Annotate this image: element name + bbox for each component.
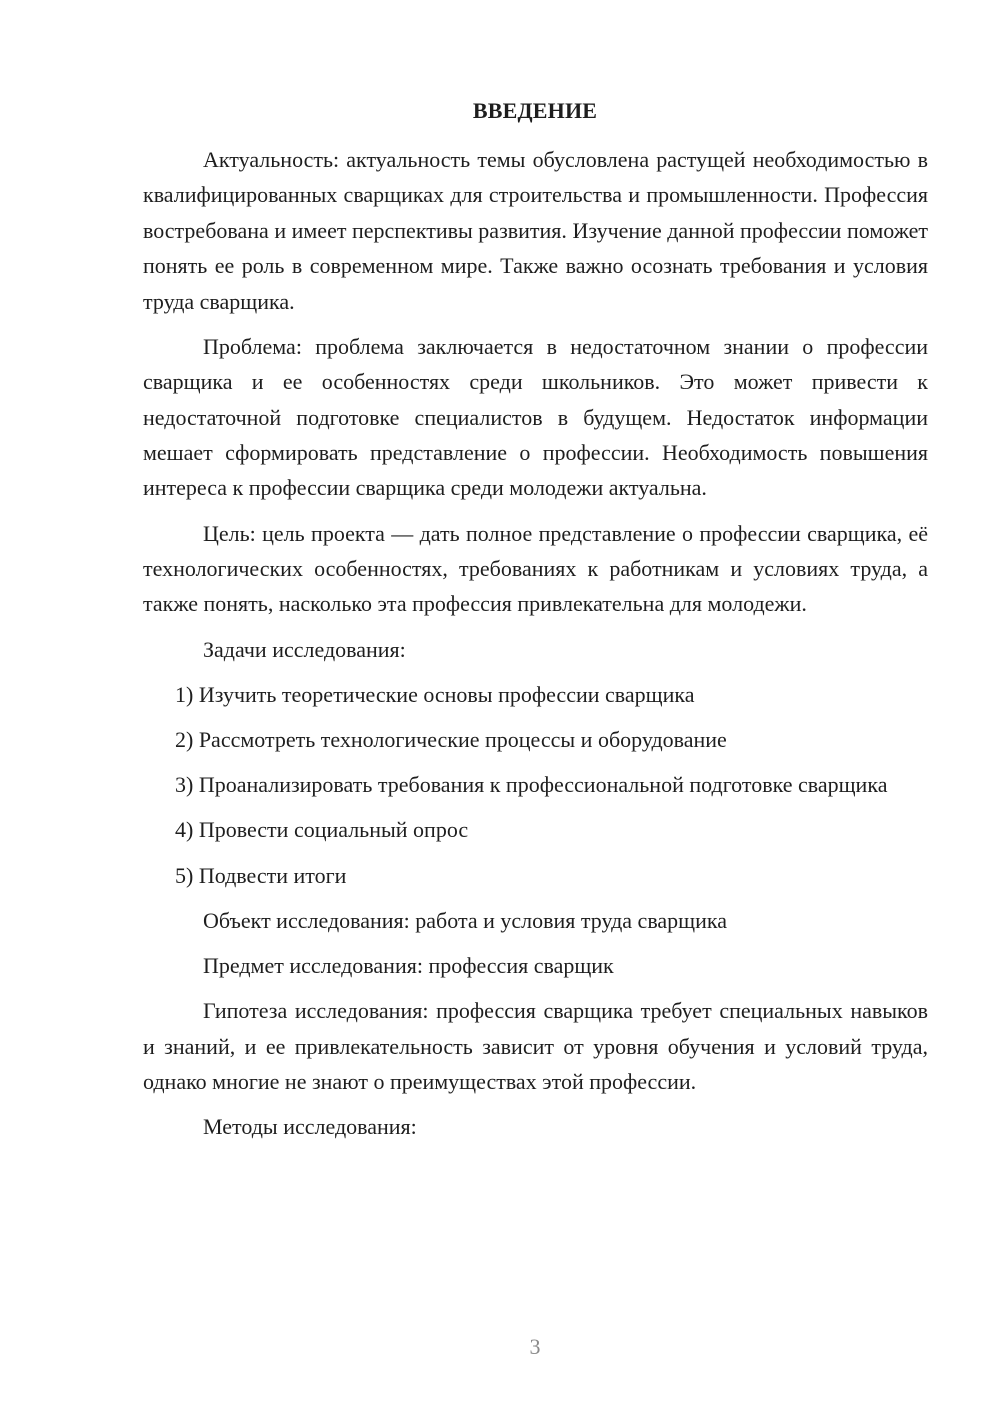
paragraph-problem: Проблема: проблема заключается в недостаточном знании о профессии сварщика и ее особенностях среди школьников. Это может привести к недостаточной подготовке специалистов в будущем. Недостаток информации мешает сформировать представление о профессии. Необходимость повышения интереса к профессии сварщика среди молодежи актуальна. <box>143 333 928 501</box>
paragraph-object: Объект исследования: работа и условия труда сварщика <box>203 907 728 933</box>
task-item: 5) Подвести итоги <box>175 862 347 888</box>
paragraph-hypothesis: Гипотеза исследования: профессия сварщика требует специальных навыков и знаний, и ее привлекательность зависит от уровня обучения и условий труда, однако многие не знают о преимуществах этой профессии. <box>143 998 928 1095</box>
document-body <box>143 142 928 1145</box>
paragraph-subject: Предмет исследования: профессия сварщик <box>203 953 614 979</box>
page-number: 3 <box>529 1334 541 1359</box>
task-item: 4) Провести социальный опрос <box>175 817 469 843</box>
paragraph-methods: Методы исследования: <box>203 1114 417 1140</box>
task-item: 3) Проанализировать требования к профессиональной подготовке сварщика <box>175 772 888 798</box>
task-item: 1) Изучить теоретические основы профессии сварщика <box>175 681 695 707</box>
page-title: ВВЕДЕНИЕ <box>472 98 598 123</box>
paragraph-goal: Цель: цель проекта — дать полное представление о профессии сварщика, её технологических особенностях, требованиях к работникам и условиях труда, а также понять, насколько эта профессия привлекательна для молодежи. <box>143 520 928 617</box>
paragraph-tasks-heading: Задачи исследования: <box>203 636 406 662</box>
task-item: 2) Рассмотреть технологические процессы и оборудование <box>175 727 727 753</box>
paragraph-relevance: Актуальность: актуальность темы обусловлена растущей необходимостью в квалифицированных сварщиках для строительства и промышленности. Профессия востребована и имеет перспективы развития. Изучение данной профессии поможет понять ее роль в современном мире. Также важно осознать требования и условия труда сварщика. <box>143 147 928 314</box>
